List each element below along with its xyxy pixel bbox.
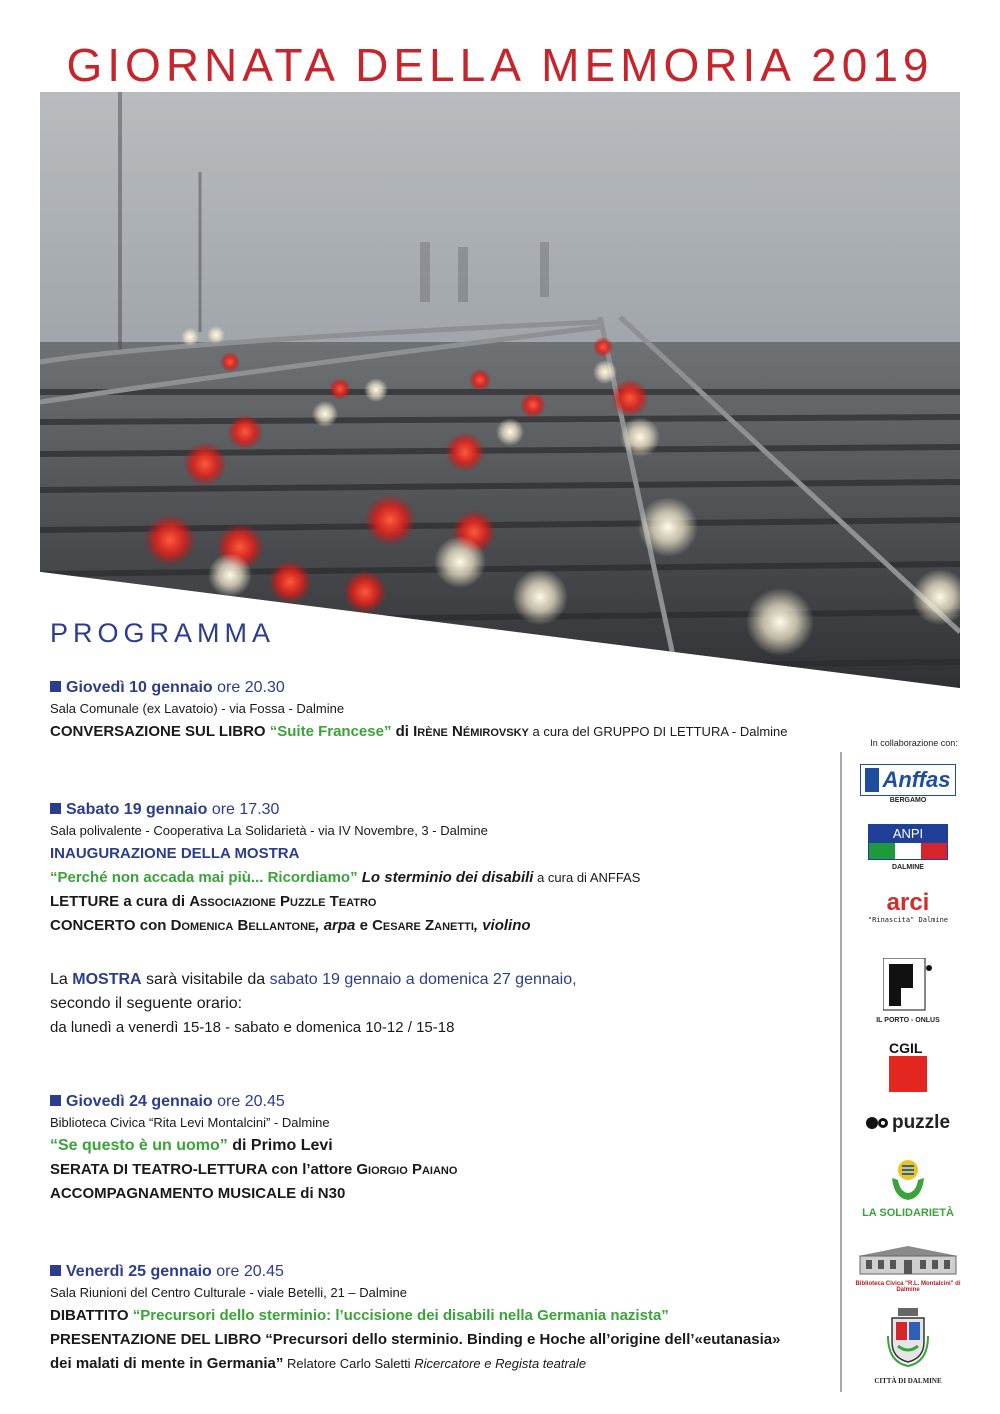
event-2-time: ore 17.30 — [211, 801, 280, 818]
event-2-line-3: LETTURE a cura di Associazione Puzzle Teatro — [50, 893, 377, 910]
la-solidarieta-logo: LA SOLIDARIETÀ — [852, 1158, 964, 1219]
mostra-hours: da lunedì a venerdì 15-18 - sabato e domenica 10-12 / 15-18 — [50, 1019, 455, 1036]
event-2-place: Sala polivalente - Cooperativa La Solidarietà - via IV Novembre, 3 - Dalmine — [50, 823, 488, 838]
mostra-line-2: secondo il seguente orario: — [50, 995, 243, 1012]
biblioteca-building-icon — [856, 1244, 960, 1276]
il-porto-logo: IL PORTO - ONLUS — [852, 958, 964, 1024]
citta-di-dalmine-logo: CITTÀ DI DALMINE — [852, 1306, 964, 1385]
poster-title: GIORNATA DELLA MEMORIA 2019 — [66, 39, 934, 91]
mostra-line-1: La MOSTRA sarà visitabile da sabato 19 gennaio a domenica 27 gennaio, — [50, 971, 577, 988]
event-1 — [50, 678, 840, 744]
puzzle-logo: puzzle — [852, 1112, 964, 1134]
anpi-logo: ANPI DALMINE — [852, 824, 964, 871]
candles-on-rails-photo — [40, 92, 960, 688]
bullet-square-icon — [50, 681, 61, 692]
anffas-logo: Anffas BERGAMO — [852, 764, 964, 804]
event-3-line-3: ACCOMPAGNAMENTO MUSICALE di N30 — [50, 1185, 346, 1202]
event-3-line-1: “Se questo è un uomo” di Primo Levi — [50, 1137, 333, 1154]
collaboration-label: In collaborazione con: — [870, 738, 958, 748]
event-1-header — [50, 678, 840, 698]
solidarieta-hands-icon — [888, 1158, 928, 1202]
event-2-line-4: CONCERTO con Domenica Bellantone, arpa e Cesare Zanetti, violino — [50, 917, 531, 934]
bullet-square-icon — [50, 1095, 61, 1106]
bullet-square-icon — [50, 803, 61, 814]
event-4-day: Venerdì 25 gennaio — [66, 1263, 212, 1280]
mostra-info — [50, 968, 840, 1040]
event-2-header — [50, 800, 840, 820]
event-1-time: ore 20.30 — [217, 679, 285, 696]
event-4-header — [50, 1262, 840, 1282]
event-3-header — [50, 1092, 840, 1112]
event-4-line-1: DIBATTITO “Precursori dello sterminio: l’uccisione dei disabili nella Germania nazista” — [50, 1307, 669, 1324]
event-4-place: Sala Riunioni del Centro Culturale - viale Betelli, 21 – Dalmine — [50, 1285, 407, 1300]
event-3 — [50, 1092, 840, 1206]
event-4-line-3: dei malati di mente in Germania” Relatore Carlo Saletti Ricercatore e Regista teatrale — [50, 1355, 587, 1372]
event-3-place: Biblioteca Civica “Rita Levi Montalcini” - Dalmine — [50, 1115, 330, 1130]
event-3-line-2: SERATA DI TEATRO-LETTURA con l’attore Giorgio Paiano — [50, 1161, 458, 1178]
anffas-emblem-icon — [865, 768, 879, 792]
event-2 — [50, 800, 840, 938]
event-3-time: ore 20.45 — [217, 1093, 285, 1110]
event-1-day: Giovedì 10 gennaio — [66, 679, 213, 696]
arci-logo: arci "Rinascita" Dalmine — [867, 889, 949, 924]
cgil-logo: CGIL — [852, 1040, 964, 1092]
bullet-square-icon — [50, 1265, 61, 1276]
event-2-day: Sabato 19 gennaio — [66, 801, 208, 818]
event-2-line-1: INAUGURAZIONE DELLA MOSTRA — [50, 845, 300, 862]
biblioteca-logo: Biblioteca Civica "R.L. Montalcini" di Dalmine — [852, 1244, 964, 1293]
event-4-line-2: PRESENTAZIONE DEL LIBRO “Precursori dello sterminio. Binding e Hoche all’origine dell’«eutanasia» — [50, 1331, 781, 1348]
il-porto-emblem-icon — [883, 958, 933, 1012]
event-3-day: Giovedì 24 gennaio — [66, 1093, 213, 1110]
event-1-description: CONVERSAZIONE SUL LIBRO “Suite Francese” di Irène Némirovsky a cura del GRUPPO DI LETTURA - Dalmine — [50, 723, 788, 740]
puzzle-dot-icon — [866, 1117, 878, 1129]
sidebar-divider — [840, 752, 842, 1392]
city-coat-of-arms-icon — [886, 1306, 930, 1372]
event-4 — [50, 1262, 840, 1376]
programma-heading: PROGRAMMA — [50, 618, 276, 648]
event-2-line-2: “Perché non accada mai più... Ricordiamo” Lo sterminio dei disabili a cura di ANFFAS — [50, 869, 641, 886]
event-1-place: Sala Comunale (ex Lavatoio) - via Fossa - Dalmine — [50, 701, 345, 716]
event-4-time: ore 20.45 — [216, 1263, 284, 1280]
